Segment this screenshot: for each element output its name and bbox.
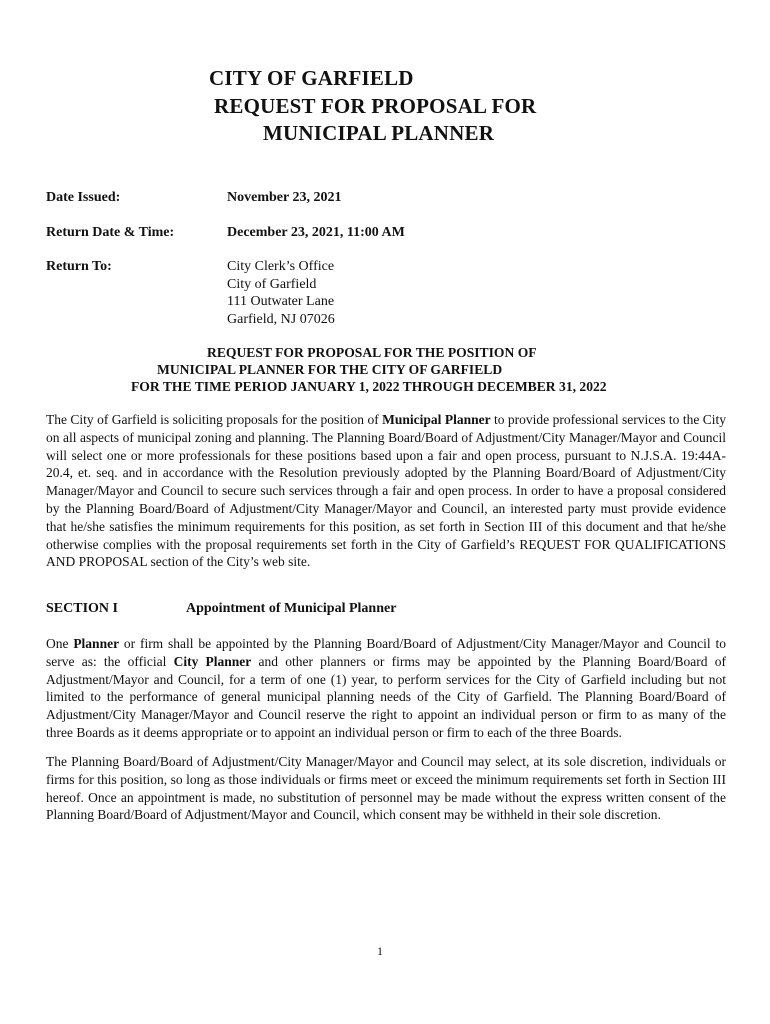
return-date-label: Return Date & Time: [46, 225, 175, 240]
para-bold-term: Planner [73, 636, 120, 651]
title-line-2: REQUEST FOR PROPOSAL FOR [214, 94, 537, 118]
section-paragraph-1 [46, 635, 726, 742]
para-text: One [46, 636, 74, 651]
para-text: or firm shall be appointed by the Planning Board/Board of Adjustment/City Manager/Mayor and Council to serve as: the official [46, 636, 726, 669]
intro-text: The City of Garfield is soliciting proposals for the position of [46, 412, 383, 427]
page-number: 1 [377, 944, 383, 958]
intro-text-rest: to provide professional services to the City on all aspects of municipal zoning and planning. The Planning Board/Board of Adjustment/City Manager/Mayor and Council will select one or more professionals for these positions based upon a fair and open process, pursuant to N.J.S.A. 19:44A-20.4, et. seq. and in accordance with the Resolution previously adopted by the Planning Board/Board of Adjustment/City Manager/Mayor and Council to secure such services through a fair and open process. In order to have a proposal considered by the Planning Board/Board of Adjustment/City Manager/Mayor and Council, an interested party must provide evidence that he/she satisfies the minimum requirements for this position, as set forth in Section III of this document and that he/she otherwise complies with the proposal requirements set forth in the City of Garfield’s REQUEST FOR QUALIFICATIONS AND PROPOSAL section of the City’s web site. [46, 412, 727, 570]
address-line: City Clerk’s Office [227, 259, 335, 274]
date-issued-label: Date Issued: [46, 190, 121, 205]
intro-paragraph [46, 411, 726, 571]
address-line: Garfield, NJ 07026 [227, 311, 335, 327]
address-line: City of Garfield [227, 276, 317, 292]
title-line-3: MUNICIPAL PLANNER [263, 121, 495, 145]
return-to-address [227, 258, 335, 328]
intro-bold-term: Municipal Planner [382, 412, 491, 427]
address-line: 111 Outwater Lane [227, 294, 335, 309]
date-issued-value: November 23, 2021 [227, 190, 342, 205]
title-line-1: CITY OF GARFIELD [209, 66, 414, 90]
rfp-heading-line-2: MUNICIPAL PLANNER FOR THE CITY OF GARFIELD [157, 362, 503, 377]
rfp-heading-line-3: FOR THE TIME PERIOD JANUARY 1, 2022 THROUGH DECEMBER 31, 2022 [131, 379, 607, 394]
para-bold-term: City Planner [173, 653, 252, 669]
return-date-value: December 23, 2021, 11:00 AM [227, 225, 405, 240]
rfp-heading-line-1: REQUEST FOR PROPOSAL FOR THE POSITION OF [207, 345, 537, 360]
para-text: and other planners or firms may be appointed by the Planning Board/Board of Adjustment/Mayor and Council, for a term of one (1) year, to perform services for the City of Garfield including but not limited to the performance of general municipal planning needs of the City of Garfield. The Planning Board/Board of Adjustment/City Manager/Mayor and Council reserve the right to appoint an individual person or firm to as many of the three Boards as it deems appropriate or to appoint an individual person or firm to each of the three Boards. [46, 653, 726, 740]
return-to-label: Return To: [46, 259, 112, 274]
section-title: Appointment of Municipal Planner [186, 601, 397, 616]
section-number: SECTION I [46, 601, 118, 616]
section-paragraph-2: The Planning Board/Board of Adjustment/City Manager/Mayor and Council may select, at its sole discretion, individuals or firms for this position, so long as those individuals or firms meet or exceed the minimum requirements set forth in Section III hereof. Once an appointment is made, no substitution of personnel may be made without the express written consent of the Planning Board/Board of Adjustment/Mayor and Council, which consent may be withheld in their sole discretion. [46, 754, 726, 823]
